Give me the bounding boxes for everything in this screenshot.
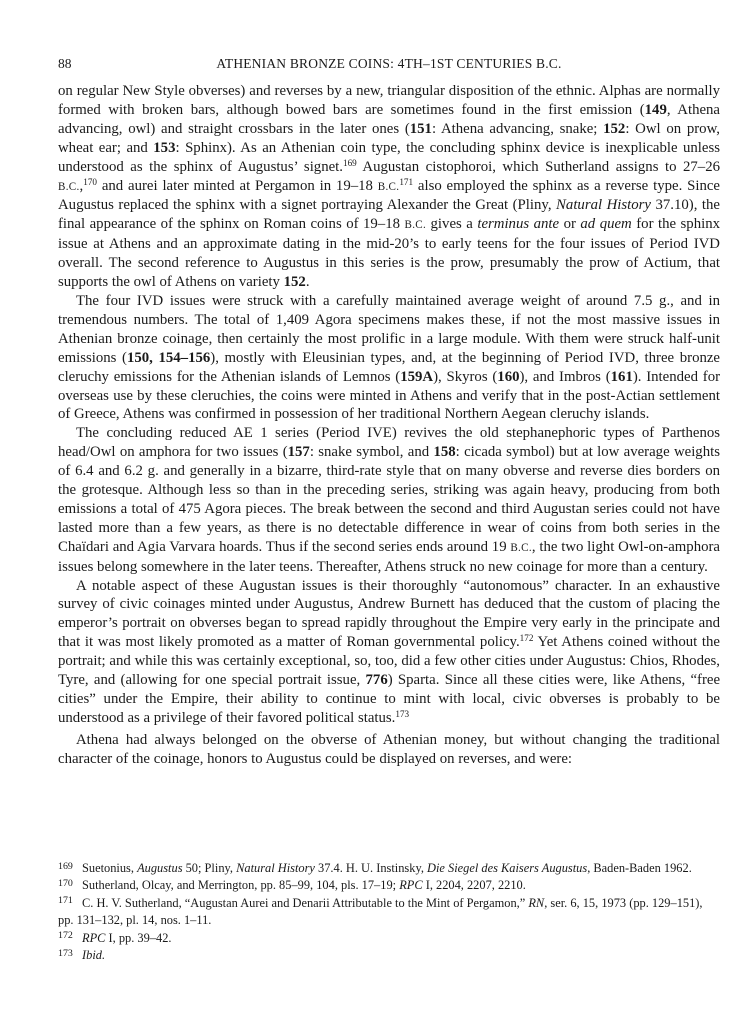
text-run: and aurei later minted at Pergamon in 19–18 (96, 177, 378, 194)
text-run: Yet Athens coined without the portrait; and while this was certainly exceptional, so, too, did a few other cities under Augustus: Chios, Rhodes, Tyre, and (allowing for one special portrait issue, (58, 634, 720, 689)
body-text (58, 82, 720, 769)
footnotes (58, 860, 720, 964)
catalogue-number: 160 (497, 368, 520, 385)
text-run: . (305, 274, 310, 291)
text-run: I, pp. 39–42. (105, 930, 172, 945)
text-run: Augustan cistophoroi, which Sutherland assigns to 27–26 (356, 158, 720, 175)
text-run: The concluding reduced AE 1 series (Period IVE) revives the old stephanephoric types of Parthenos head/Owl on amphora for two issues ( (58, 425, 720, 461)
small-caps-era: B.C. (404, 219, 427, 232)
small-caps-era: B.C. (510, 541, 532, 554)
italic-text: RN (528, 895, 545, 910)
catalogue-number: 161 (610, 368, 633, 385)
text-run: , (79, 177, 84, 194)
footnote-reference: 173 (395, 708, 410, 719)
text-run: Sutherland, Olcay, and Merrington, pp. 85–99, 104, pls. 17–19; (82, 878, 400, 893)
catalogue-number: 151 (409, 120, 432, 137)
running-head: ATHENIAN BRONZE COINS: 4TH–1ST CENTURIES B.C. (216, 56, 562, 71)
paragraph (58, 82, 720, 292)
text-run: ), mostly with Eleusinian types, and, at the beginning of Period IVD, three bronze cleruchy emissions for the Athenian islands of Lemnos ( (58, 349, 720, 385)
text-run: Suetonius, (82, 861, 138, 875)
text-run: ), Skyros ( (433, 368, 498, 385)
text-run: : Sphinx). As an Athenian coin type, the concluding sphinx device is inexplicable unless understood as the sphinx of Augustus’ signet. (58, 139, 720, 175)
catalogue-number: 152 (603, 120, 626, 137)
catalogue-number: 149 (644, 101, 667, 118)
text-run: 50; Pliny, (182, 861, 237, 875)
italic-text: RPC (399, 878, 423, 893)
italic-text: Natural History (236, 861, 315, 875)
text-run: , the two light Owl-on-amphora issues belong somewhere in the later teens. Thereafter, Athens struck no new coinage for more than a century. (58, 538, 720, 575)
text-run: I, 2204, 2207, 2210. (422, 878, 526, 893)
italic-text: Natural History (556, 197, 651, 214)
text-run: : Athena advancing, snake; (431, 120, 604, 137)
small-caps-era: B.C. (58, 180, 80, 193)
text-run: or (559, 216, 581, 233)
text-run: ). Intended for overseas use by these cleruchies, the coins were minted in Athens and verify that in the post-Actian settlement of Greece, Athens was confirmed in possession of her traditional Northern Aegean cleruchy islands. (58, 368, 721, 423)
text-run: 37.10), the final appearance of the sphinx on Roman coins of 19–18 (58, 197, 720, 233)
footnote: 172 RPC I, pp. 39–42. (58, 930, 172, 945)
text-run: on regular New Style obverses) and reverses by a new, triangular disposition of the ethnic. Alphas are normally formed with broken bars, although bowed bars are sometimes found in the first emission ( (58, 83, 720, 118)
text-run: The four IVD issues were struck with a carefully maintained average weight of around 7.5 g., and in tremendous numbers. The total of 1,409 Agora specimens makes these, if not the most massive issues in Athenian bronze coinage, then certainly the most prolific in a large module. With them were struck half-unit emissions ( (58, 292, 720, 366)
text-run: C. H. V. Sutherland, “Augustan Aurei and Denarii Attributable to the Mint of Pergamon,” (82, 895, 529, 910)
text-run: , Baden-Baden 1962. (587, 861, 692, 875)
italic-text: Die Siegel des Kaisers Augustus (427, 861, 588, 875)
footnote: 170 Sutherland, Olcay, and Merrington, pp. 85–99, 104, pls. 17–19; RPC I, 2204, 2207, 2210. (58, 877, 526, 893)
footnote: 169 Suetonius, Augustus 50; Pliny, Natural History 37.4. H. U. Instinsky, Die Siegel des Kaisers Augustus, Baden-Baden 1962. (58, 860, 692, 875)
catalogue-number: 152 (283, 274, 306, 291)
italic-text: RPC (82, 930, 106, 945)
italic-text: ad quem (580, 216, 632, 233)
page-header (58, 56, 720, 76)
paragraph (58, 292, 720, 424)
text-run: : snake symbol, and (309, 444, 434, 461)
catalogue-number: 158 (433, 444, 456, 461)
italic-text: Augustus (137, 861, 183, 875)
text-run: , ser. 6, 15, 1973 (pp. 129–151), pp. 131–132, pl. 14, nos. 1–11. (58, 895, 703, 928)
text-run: ) Sparta. Since all these cities were, like Athens, “free cities” under the Empire, their ability to continue to mint with local, civic obverses is probably to be understood as a privilege of their favored political status. (58, 672, 721, 726)
page-number: 88 (58, 56, 72, 71)
text-run: also employed the sphinx as a reverse type. Since Augustus replaced the sphinx with a signet portraying Alexander the Great (Pliny, (58, 177, 720, 214)
catalogue-number: 150, 154–156 (126, 349, 211, 366)
text-run: ), and Imbros ( (519, 368, 611, 385)
text-run: gives a (426, 216, 478, 233)
italic-text: terminus ante (477, 216, 560, 233)
text-run: for the sphinx issue at Athens and an approximate dating in the mid-20’s to early teens for the four issues of Period IVD overall. The second reference to Augustus in this series is the prow, presumably the prow of Actium, that supports the owl of Athens on variety (58, 216, 721, 291)
footnote: 173 Ibid. (58, 947, 106, 963)
text-run: Athena had always belonged on the obverse of Athenian money, but without changing the traditional character of the coinage, honors to Augustus could be displayed on reverses, and were: (58, 731, 720, 767)
italic-text: Ibid. (82, 948, 106, 963)
paragraph (58, 731, 720, 769)
catalogue-number: 153 (153, 139, 176, 156)
text-run: , Athena advancing, owl) and straight crossbars in the later ones ( (58, 101, 721, 137)
small-caps-era: B.C. (377, 180, 400, 193)
footnote-reference: 171 (399, 176, 414, 187)
catalogue-number: 159A (400, 368, 434, 385)
text-run: A notable aspect of these Augustan issues is their thoroughly “autonomous” character. In an exhaustive survey of civic coinages minted under Augustus, Andrew Burnett has deduced that the custom of placing the emperor’s portrait on obverses began to spread rapidly throughout the Empire very early in the principate and that it was most likely promoted as a matter of Roman governmental policy. (58, 577, 720, 651)
footnote-reference: 169 (342, 157, 357, 168)
catalogue-number: 157 (287, 444, 310, 461)
paragraph (58, 424, 720, 576)
footnote-reference: 170 (83, 176, 97, 187)
footnote: 171 C. H. V. Sutherland, “Augustan Aurei and Denarii Attributable to the Mint of Pergamon,” RN, ser. 6, 15, 1973 (pp. 129–151), pp. 131–132, pl. 14, nos. 1–11. (58, 895, 703, 928)
text-run: 37.4. H. U. Instinsky, (314, 861, 428, 875)
text-run: : Owl on prow, wheat ear; and (58, 120, 720, 156)
paragraph (58, 577, 720, 728)
catalogue-number: 776 (365, 672, 388, 689)
text-run: : cicada symbol) but at low average weights of 6.4 and 6.2 g. and generally in a bizarre, third-rate style that on many obverse and reverse dies borders on the grotesque. Although less so than in the preceding series, striking was again heavy, producing from both emissions a total of 475 Agora pieces. The break between the second and third Augustan series could not have lasted more than a few years, as there is no detectable difference in wear of coins from both series in the Chaïdari and Agia Varvara hoards. Thus if the second series ends around 19 (58, 444, 720, 555)
footnote-reference: 172 (519, 633, 534, 644)
